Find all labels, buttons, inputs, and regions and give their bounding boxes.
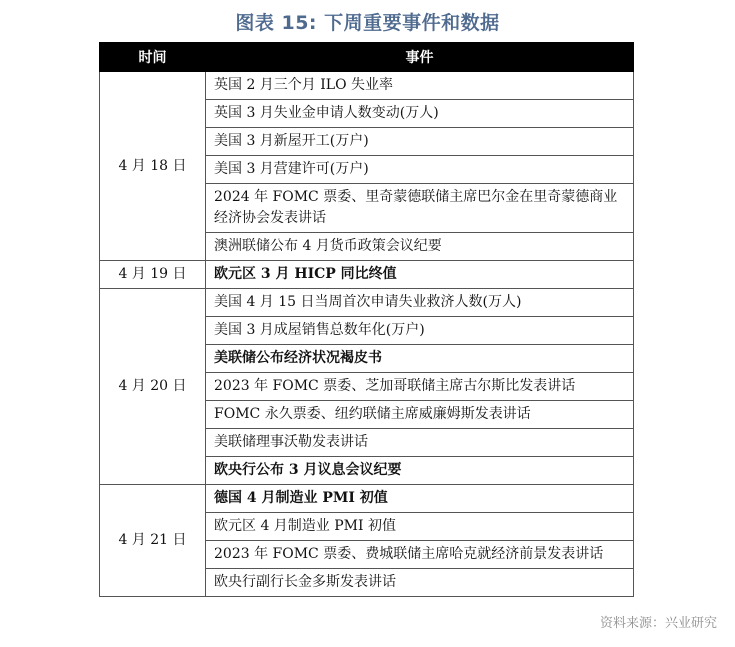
header-time: 时间 <box>100 43 206 72</box>
event-cell: 美联储理事沃勒发表讲话 <box>206 429 634 457</box>
event-cell: 2023 年 FOMC 票委、费城联储主席哈克就经济前景发表讲话 <box>206 541 634 569</box>
event-cell: 欧央行副行长金多斯发表讲话 <box>206 569 634 597</box>
date-cell: 4 月 19 日 <box>100 261 206 289</box>
date-cell: 4 月 20 日 <box>100 289 206 485</box>
chart-title: 图表 15: 下周重要事件和数据 <box>235 12 500 34</box>
table-row <box>100 72 634 100</box>
event-cell: 欧元区 3 月 HICP 同比终值 <box>206 261 634 289</box>
table-row <box>100 261 634 289</box>
event-cell: 欧央行公布 3 月议息会议纪要 <box>206 457 634 485</box>
event-cell: 德国 4 月制造业 PMI 初值 <box>206 485 634 513</box>
event-cell: FOMC 永久票委、纽约联储主席威廉姆斯发表讲话 <box>206 401 634 429</box>
event-cell: 英国 2 月三个月 ILO 失业率 <box>206 72 634 100</box>
events-table <box>99 42 634 597</box>
event-cell: 美国 3 月新屋开工(万户) <box>206 128 634 156</box>
event-cell: 2023 年 FOMC 票委、芝加哥联储主席古尔斯比发表讲话 <box>206 373 634 401</box>
table-header-row <box>100 43 634 72</box>
date-cell: 4 月 18 日 <box>100 72 206 261</box>
event-cell: 2024 年 FOMC 票委、里奇蒙德联储主席巴尔金在里奇蒙德商业经济协会发表讲话 <box>206 184 634 233</box>
table-row <box>100 485 634 513</box>
header-event: 事件 <box>206 43 634 72</box>
source-note: 资料来源：兴业研究 <box>599 616 717 631</box>
event-cell: 英国 3 月失业金申请人数变动(万人) <box>206 100 634 128</box>
event-cell: 美国 3 月成屋销售总数年化(万户) <box>206 317 634 345</box>
event-cell: 澳洲联储公布 4 月货币政策会议纪要 <box>206 233 634 261</box>
events-body <box>100 72 634 597</box>
event-cell: 美国 4 月 15 日当周首次申请失业救济人数(万人) <box>206 289 634 317</box>
table-row <box>100 289 634 317</box>
event-cell: 美国 3 月营建许可(万户) <box>206 156 634 184</box>
event-cell: 美联储公布经济状况褐皮书 <box>206 345 634 373</box>
event-cell: 欧元区 4 月制造业 PMI 初值 <box>206 513 634 541</box>
date-cell: 4 月 21 日 <box>100 485 206 597</box>
